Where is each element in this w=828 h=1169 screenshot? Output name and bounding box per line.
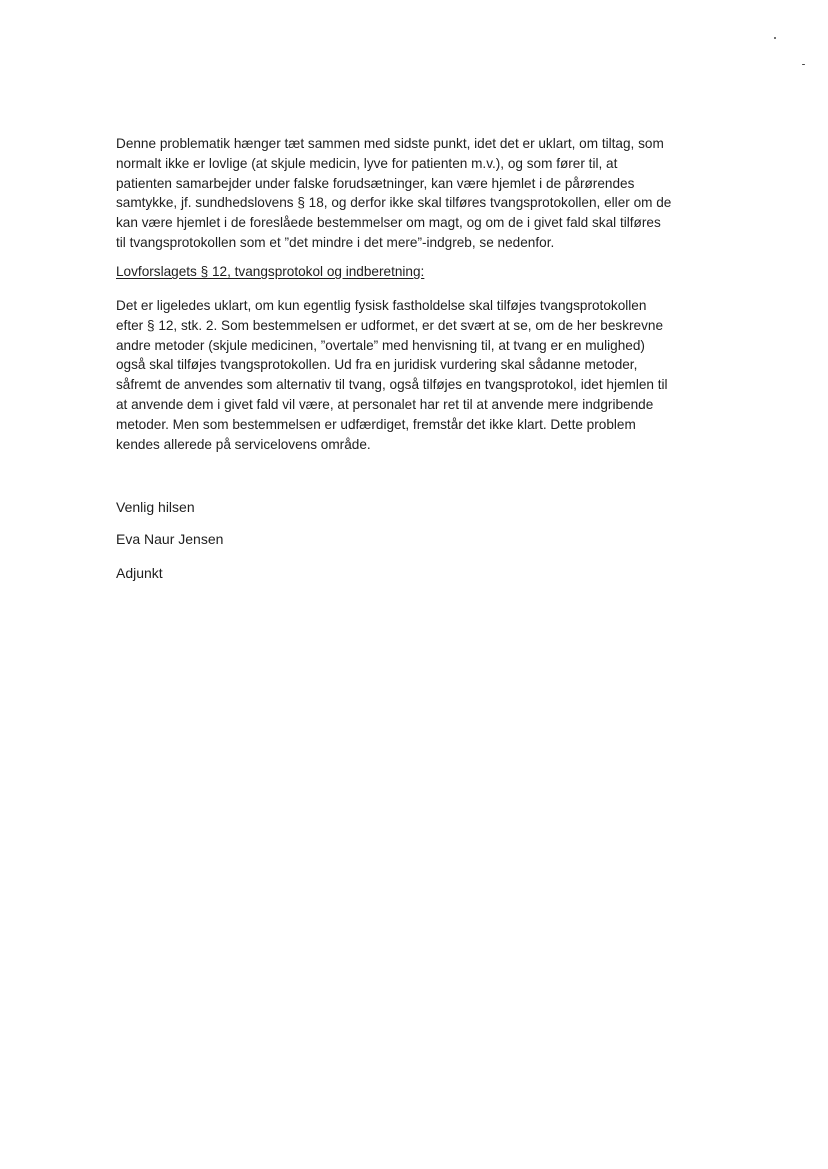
section-heading: Lovforslagets § 12, tvangsprotokol og indberetning:: [116, 264, 425, 279]
scan-speck: [802, 64, 805, 65]
signature-greeting: Venlig hilsen: [116, 499, 195, 515]
paragraph-2: Det er ligeledes uklart, om kun egentlig fysisk fastholdelse skal tilføjes tvangsprotokollen efter § 12, stk. 2. Som bestemmelsen er udformet, er det svært at se, om de her beskrevne andre metoder (skjule medicinen, ”overtale” med henvisning til, at tvang er en mulighed) også skal tilføjes tvangsprotokollen. Ud fra en juridisk vurdering skal sådanne metoder, såfremt de anvendes som alternativ til tvang, også tilføjes en tvangsprotokol, idet hjemlen til at anvende dem i givet fald vil være, at personalet har ret til at anvende mere indgribende metoder. Men som bestemmelsen er udfærdiget, fremstår det ikke klart. Dette problem kendes allerede på servicelovens område.: [116, 298, 668, 452]
signature-name: Eva Naur Jensen: [116, 531, 224, 547]
signature-title: Adjunkt: [116, 565, 163, 581]
scan-speck: [774, 37, 776, 39]
paragraph-1: Denne problematik hænger tæt sammen med sidste punkt, idet det er uklart, om tiltag, som normalt ikke er lovlige (at skjule medicin, lyve for patienten m.v.), og som fører til, at patienten samarbejder under falske forudsætninger, kan være hjemlet i de pårørendes samtykke, jf. sundhedslovens § 18, og derfor ikke skal tilføres tvangsprotokollen, eller om de kan være hjemlet i de foreslåede bestemmelser om magt, og om de i givet fald skal tilføres til tvangsprotokollen som et ”det mindre i det mere”-indgreb, se nedenfor.: [116, 136, 672, 250]
